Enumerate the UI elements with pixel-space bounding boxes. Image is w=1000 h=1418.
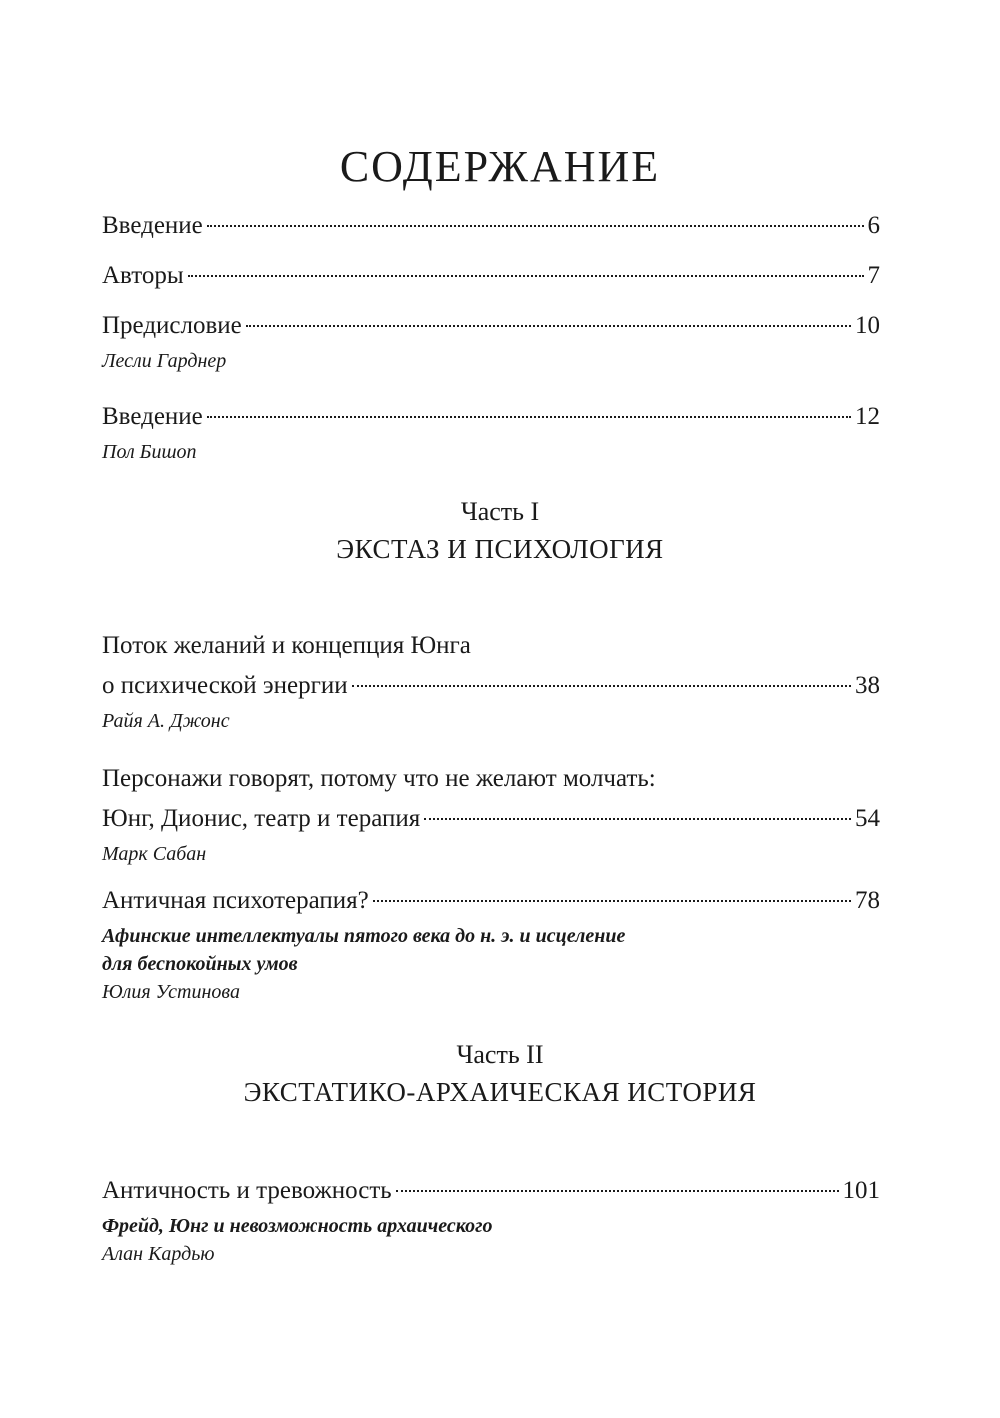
leader-dots: [352, 685, 851, 687]
entry-page: 7: [867, 262, 880, 289]
entry-label: о психической энергии: [102, 672, 348, 699]
part-title: ЭКСТАТИКО-АРХАИЧЕСКАЯ ИСТОРИЯ: [243, 1077, 757, 1107]
entry-page: 54: [855, 805, 880, 832]
toc-entry-authors[interactable]: [102, 259, 880, 293]
entry-label: Предисловие: [102, 312, 242, 339]
entry-subtitle: Фрейд, Юнг и невозможность архаического: [102, 1215, 493, 1237]
entry-author: Лесли Гарднер: [102, 350, 227, 372]
entry-page: 101: [842, 1177, 880, 1204]
toc-entry-antiquity-anxiety[interactable]: [102, 1174, 880, 1268]
part-number: Часть I: [460, 497, 540, 526]
entry-label: Античная психотерапия?: [102, 887, 369, 914]
leader-dots: [396, 1190, 839, 1192]
leader-dots: [246, 325, 851, 327]
toc-entry-ancient-psychotherapy[interactable]: [102, 884, 880, 1006]
toc-entry-flow-of-desire[interactable]: [102, 629, 880, 735]
toc-entry-characters-speak[interactable]: [102, 762, 880, 868]
entry-page: 38: [855, 672, 880, 699]
part-title: ЭКСТАЗ И ПСИХОЛОГИЯ: [336, 534, 664, 564]
leader-dots: [188, 275, 864, 277]
entry-author: Юлия Устинова: [102, 981, 240, 1003]
entry-title-line: Персонажи говорят, потому что не желают молчать:: [102, 765, 656, 792]
page-title: СОДЕРЖАНИЕ: [339, 142, 661, 192]
part-number: Часть II: [456, 1040, 544, 1069]
entry-label: Авторы: [102, 262, 184, 289]
entry-label: Античность и тревожность: [102, 1177, 392, 1204]
entry-page: 10: [855, 312, 880, 339]
leader-dots: [373, 900, 851, 902]
entry-subtitle: Афинские интеллектуалы пятого века до н. э. и исцеление: [102, 925, 626, 947]
leader-dots: [424, 818, 851, 820]
entry-label: Введение: [102, 212, 203, 239]
toc-entry-introduction[interactable]: [102, 209, 880, 243]
entry-page: 12: [855, 403, 880, 430]
entry-author: Райя А. Джонс: [102, 710, 230, 732]
toc-entry-introduction-2[interactable]: [102, 400, 880, 466]
toc-entry-foreword[interactable]: [102, 309, 880, 375]
entry-subtitle: для беспокойных умов: [102, 953, 298, 975]
entry-author: Пол Бишоп: [102, 441, 197, 463]
part-1-heading: [0, 495, 1000, 569]
leader-dots: [207, 225, 864, 227]
entry-title-line: Поток желаний и концепция Юнга: [102, 632, 471, 659]
entry-author: Марк Сабан: [102, 843, 207, 865]
part-2-heading: [0, 1038, 1000, 1112]
entry-page: 6: [867, 212, 880, 239]
entry-author: Алан Кардью: [102, 1243, 215, 1265]
leader-dots: [207, 416, 851, 418]
entry-page: 78: [855, 887, 880, 914]
entry-label: Введение: [102, 403, 203, 430]
entry-label: Юнг, Дионис, театр и терапия: [102, 805, 421, 832]
